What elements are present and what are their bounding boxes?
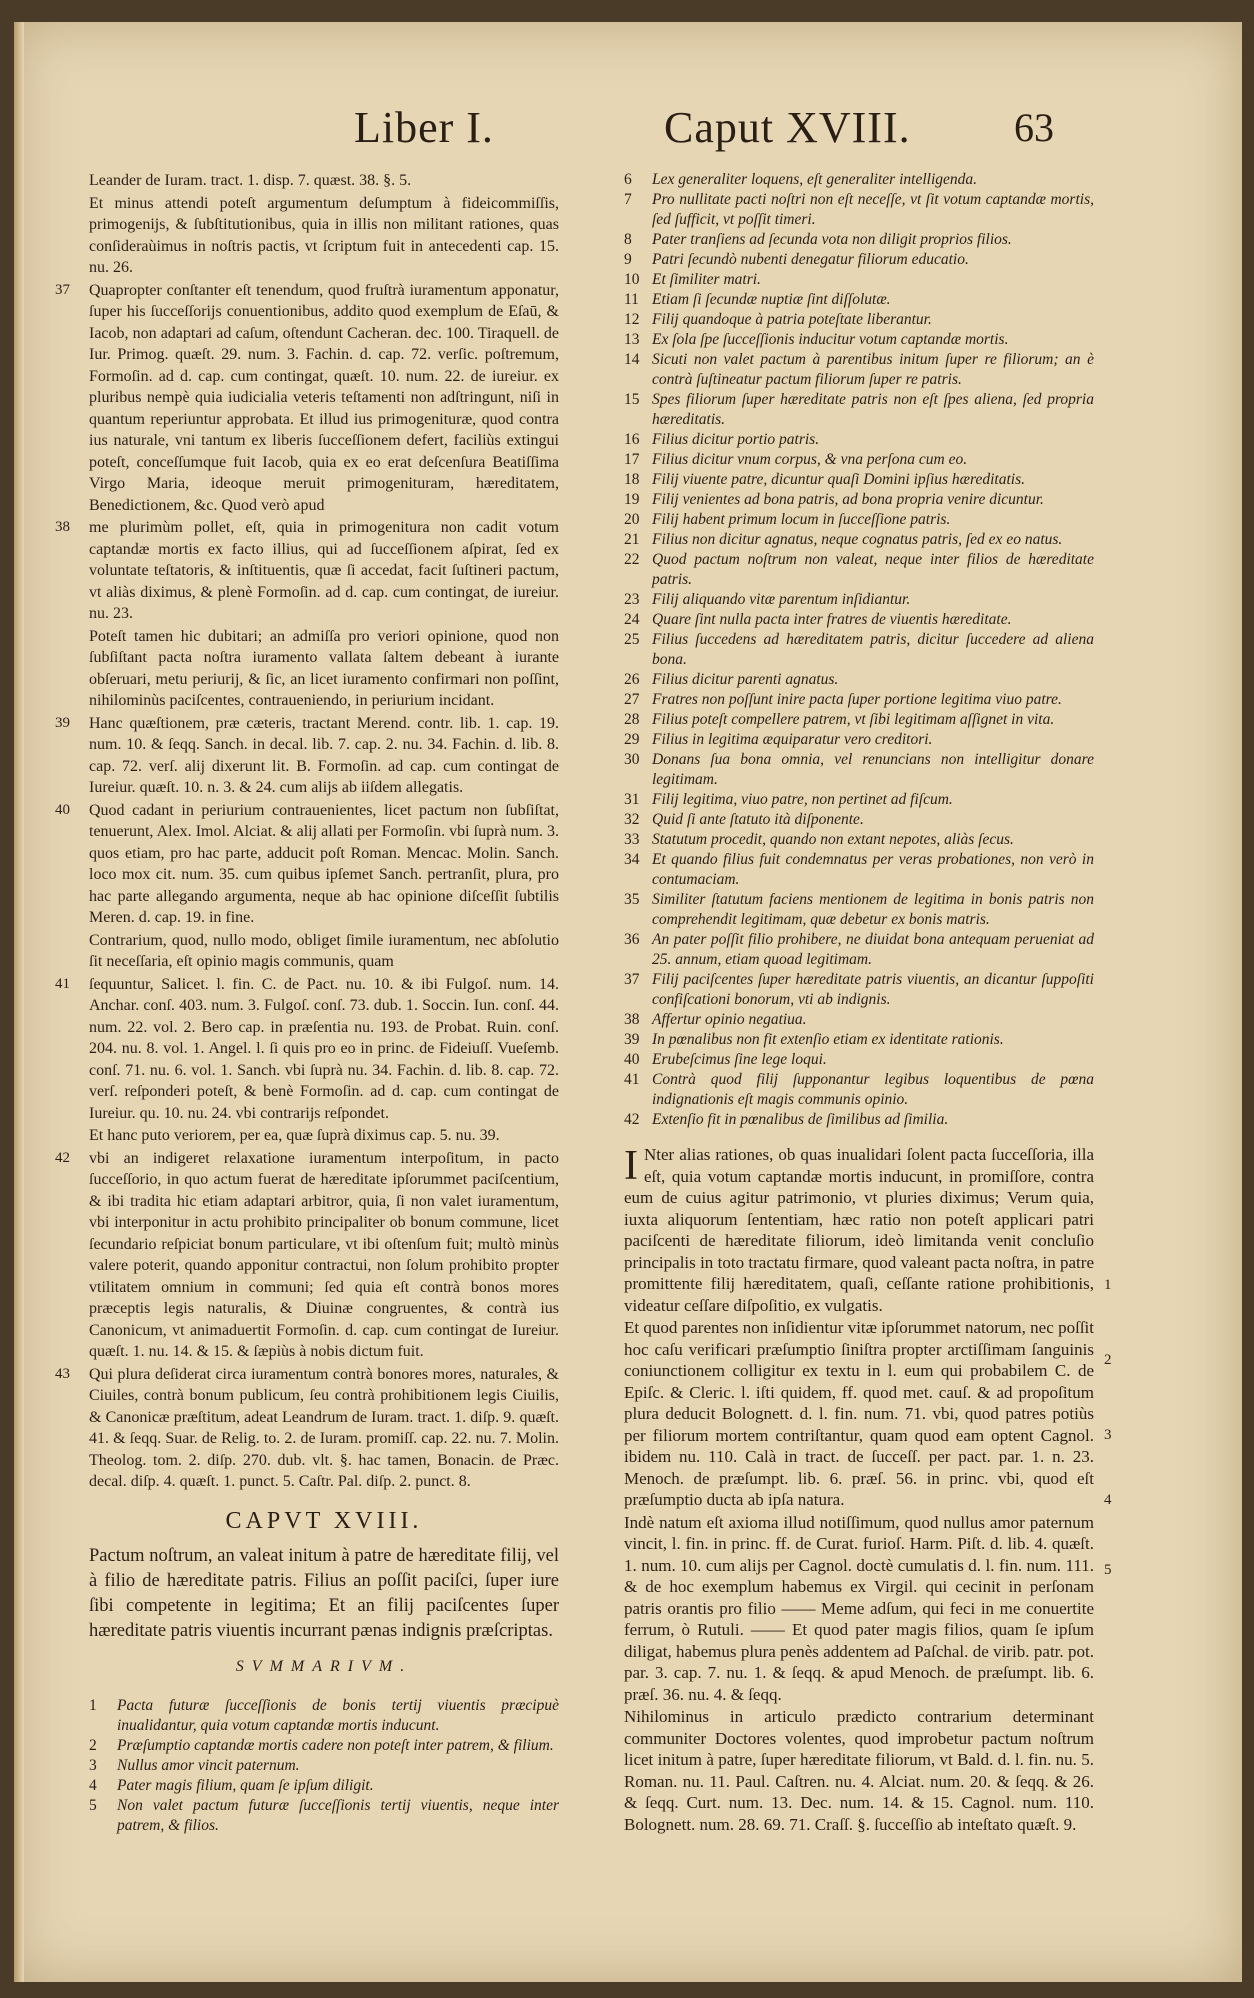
summary-item bbox=[624, 390, 1094, 430]
summary-number: 33 bbox=[624, 831, 640, 848]
book-page bbox=[14, 22, 1242, 1982]
summary-number: 39 bbox=[624, 1031, 640, 1048]
summary-text: Pro nullitate pacti noſtri non eſt neceſſe, vt ſit votum captandæ mortis, ſed ſufficit, vt poſſit timeri. bbox=[652, 191, 1094, 228]
body-paragraph bbox=[624, 1706, 1094, 1835]
summary-item bbox=[624, 710, 1094, 730]
summary-text: Pater magis filium, quam ſe ipſum diligit. bbox=[117, 1776, 374, 1794]
summary-text: Ex ſola ſpe ſucceſſionis inducitur votum captandæ mortis. bbox=[652, 331, 1009, 348]
header-chapter: Caput XVIII. bbox=[664, 103, 911, 152]
summary-number: 17 bbox=[624, 451, 640, 468]
summary-item bbox=[624, 1030, 1094, 1050]
paragraph-text: Et minus attendi poteſt argumentum deſumptum à fideicommiſſis, primogenijs, & ſubſtitutionibus, quia in illis non militant rationes, quas conſideraùimus in noſtris pactis, vt ſcriptum fuit in antecedenti cap. 15. nu. 26. bbox=[89, 194, 559, 276]
summary-item bbox=[624, 730, 1094, 750]
paragraph-text: vbi an indigeret relaxatione iuramentum interpoſitum, in pacto ſucceſſorio, in quo actum fuerat de hæreditate ipſorummet paciſcentium, & ibi tradita hic etiam adaptari arbitror, quia, ſi non valet iuramentum, vbi interponitur in actu prohibito principaliter ob bonum commune, licet ſecundario reſpiciat bonum particulare, vt ibi oſtenſum fuit; multò minùs valere poterit, quando apponitur contractui, non ſolum prohibito propter vtilitatem omnium in communi; ſed quia eſt contrà bonos mores præceptis legis naturalis, & Diuinæ congruentes, & contrà ius Canonicum, vt animaduertit Formoſin. d. cap. cum contingat de Iureiur. quæſt. 1. nu. 14. & 15. & ſæpiùs à nobis dictum fuit. bbox=[89, 1149, 559, 1360]
summary-text: Quod pactum noſtrum non valeat, neque inter filios de hæreditate patris. bbox=[652, 551, 1094, 588]
summary-text: Filij aliquando vitæ parentum inſidiantur. bbox=[652, 591, 911, 608]
margin-number: 40 bbox=[55, 801, 70, 818]
summary-item bbox=[624, 170, 1094, 190]
summary-number: 1 bbox=[89, 1696, 97, 1714]
summary-item bbox=[624, 630, 1094, 670]
body-paragraph bbox=[89, 170, 559, 192]
summary-number: 5 bbox=[89, 1796, 97, 1814]
summary-text: Donans ſua bona omnia, vel renuncians non intelligitur donare legitimam. bbox=[652, 751, 1094, 788]
summary-item bbox=[624, 810, 1094, 830]
body-paragraph bbox=[89, 930, 559, 973]
summary-text: Filius non dicitur agnatus, neque cognatus patris, ſed ex eo natus. bbox=[652, 531, 1063, 548]
summary-number: 6 bbox=[624, 171, 632, 188]
paragraph-text: Nihilominus in articulo prædicto contrarium determinant communiter Doctores volentes, quod improbetur pactum noſtrum licet initum à patre, ſuper hæreditate filiorum, vt Bald. d. l. fin. nu. 5. Roman. nu. 11. Paul. Caſtren. nu. 4. Alciat. num. 20. & ſeqq. & 26. & ſeqq. Curt. num. 13. Dec. num. 14. & 15. Cagnol. num. 110. Bolognett. num. 28. 69. 71. Craſſ. §. ſucceſſio ab inteſtato quæſt. 9. bbox=[624, 1707, 1094, 1834]
summary-number: 22 bbox=[624, 551, 640, 568]
body-paragraph bbox=[55, 1364, 559, 1493]
right-column bbox=[624, 170, 1094, 1836]
summary-number: 10 bbox=[624, 271, 640, 288]
summary-text: Filij viuente patre, dicuntur quaſi Domini ipſius hæreditatis. bbox=[652, 471, 1025, 488]
summary-number: 8 bbox=[624, 231, 632, 248]
summary-item bbox=[624, 250, 1094, 270]
chapter-title: CAPVT XVIII. bbox=[225, 1507, 423, 1534]
summary-number: 18 bbox=[624, 471, 640, 488]
summary-number: 31 bbox=[624, 791, 640, 808]
paragraph-text: me plurimùm pollet, eſt, quia in primogenitura non cadit votum captandæ mortis ex facto illius, qui ad ſucceſſionem aſpirat, ſed ex voluntate teſtatoris, & inſtituentis, quæ ſi accedat, facit ſuſtineri pactum, vt aliàs diximus, & plenè Formoſin. ad d. cap. cum contingat, de iureiur. nu. 23. bbox=[89, 519, 559, 622]
summary-text: Extenſio fit in pœnalibus de ſimilibus ad ſimilia. bbox=[652, 1111, 949, 1128]
summary-number: 2 bbox=[89, 1736, 97, 1754]
summary-item bbox=[624, 1070, 1094, 1110]
summary-text: Sicuti non valet pactum à parentibus initum ſuper re filiorum; an è contrà ſuſtineatur pactum filiorum ſuper re patris. bbox=[652, 351, 1094, 388]
margin-number: 1 bbox=[1104, 1277, 1112, 1293]
summary-item bbox=[624, 310, 1094, 330]
summary-item bbox=[624, 930, 1094, 970]
summary-item bbox=[624, 1010, 1094, 1030]
summary-number: 16 bbox=[624, 431, 640, 448]
margin-number: 4 bbox=[1104, 1492, 1112, 1508]
summary-item bbox=[624, 290, 1094, 310]
summary-number: 34 bbox=[624, 851, 640, 868]
summary-item bbox=[624, 550, 1094, 590]
summary-item bbox=[624, 670, 1094, 690]
paragraph-text: Et quod parentes non inſidientur vitæ ipſorummet natorum, nec poſſit hoc caſu verificari præſumptio ſiniſtra propter arctiſſimam ſanguinis coniunctionem colligitur ex textu in l. eum qui probabilem C. de Epiſc. & Cleric. l. iſti quidem, ff. quod met. cauſ. & ad propoſitum plura deducit Bolognett. d. l. fin. num. 71. vbi, quod patres potiùs per filiorum mortem contriſtantur, quam quod eam optent Cagnol. ibidem nu. 110. Calà in tract. de ſucceſſ. per pact. par. 1. n. 23. Menoch. de præſumpt. lib. 6. præſ. 56. in princ. vbi, quod eſt præſumptio ducta ab ipſa natura. bbox=[624, 1318, 1094, 1509]
summary-text: Filij legitima, viuo patre, non pertinet ad fiſcum. bbox=[652, 791, 953, 808]
summary-number: 12 bbox=[624, 311, 640, 328]
left-column bbox=[55, 170, 559, 1836]
body-paragraph bbox=[55, 1148, 559, 1363]
summary-item bbox=[624, 890, 1094, 930]
summary-item bbox=[624, 690, 1094, 710]
summary-number: 7 bbox=[624, 191, 632, 208]
summary-item bbox=[624, 470, 1094, 490]
summary-number: 24 bbox=[624, 611, 640, 628]
summary-text: Pacta futuræ ſucceſſionis de bonis tertij viuentis præcipuè inualidantur, quia votum captandæ mortis inducunt. bbox=[117, 1696, 559, 1734]
summary-item bbox=[624, 1050, 1094, 1070]
summary-item bbox=[624, 790, 1094, 810]
paragraph-text: Quod cadant in periurium contrauenientes, licet pactum non ſubſiſtat, tenuerunt, Alex. Imol. Alciat. & alij allati per Formoſin. vbi ſuprà num. 3. quos etiam, pro hac parte, adducit poſt Roman. Mencac. Molin. Sanch. loco mox cit. num. 35. cum quibus ipſemet Sanch. pertranſit, plura, pro hac parte allegando argumenta, neque ab hac opinione diſceſſit ſubtilis Meren. d. cap. 19. in fine. bbox=[89, 801, 559, 926]
initial-letter: I bbox=[624, 1143, 638, 1189]
summary-text: Filius poteſt compellere patrem, vt ſibi legitimam aſſignet in vita. bbox=[652, 711, 1055, 728]
summary-number: 37 bbox=[624, 971, 640, 988]
summary-item bbox=[624, 430, 1094, 450]
body-paragraph bbox=[55, 974, 559, 1125]
paragraph-text: Hanc quæſtionem, præ cæteris, tractant Merend. contr. lib. 1. cap. 19. num. 10. & ſeqq. Sanch. in decal. lib. 7. cap. 2. nu. 34. Fachin. d. lib. 8. cap. 72. verſ. alij dixerunt lit. B. Formoſin. ad cap. cum contingat de Iureiur. quæſt. 10. n. 3. & 24. cum alijs ab iiſdem allegatis. bbox=[89, 714, 559, 796]
summary-text: Affertur opinio negatiua. bbox=[652, 1011, 807, 1028]
summary-number: 40 bbox=[624, 1051, 640, 1068]
section-spacer bbox=[624, 1130, 1094, 1144]
summary-item bbox=[624, 750, 1094, 790]
summary-item bbox=[89, 1776, 559, 1796]
header-book: Liber I. bbox=[354, 103, 494, 152]
paragraph-text: ſequuntur, Salicet. l. fin. C. de Pact. nu. 10. & ibi Fulgoſ. num. 14. Anchar. conſ. 403. num. 3. Fulgoſ. conſ. 73. dub. 1. Soccin. Iun. conſ. 44. num. 22. vol. 2. Bero cap. in præſentia nu. 193. de Probat. Ruin. conſ. 204. nu. 8. vol. 1. Angel. l. ſi quis pro eo in princ. de Fideiuſſ. Vueſemb. conſ. 71. nu. 6. vol. 1. Sanch. vbi ſuprà nu. 34. Fachin. d. lib. 8. cap. 72. verſ. reſponderi poteſt, & benè Formoſin. ad d. cap. cum contingat de Iureiur. qu. 10. nu. 24. vbi contrarijs reſpondet. bbox=[89, 975, 559, 1122]
summary-number: 32 bbox=[624, 811, 640, 828]
summary-item bbox=[624, 350, 1094, 390]
margin-number: 41 bbox=[55, 975, 70, 992]
summary-text: Fratres non poſſunt inire pacta ſuper portione legitima viuo patre. bbox=[652, 691, 1062, 708]
summary-text: Filij quandoque à patria poteſtate liberantur. bbox=[652, 311, 932, 328]
body-paragraph bbox=[89, 626, 559, 712]
summary-item bbox=[624, 1110, 1094, 1130]
margin-number: 38 bbox=[55, 519, 70, 535]
summary-number: 28 bbox=[624, 711, 640, 728]
summary-number: 3 bbox=[89, 1756, 97, 1774]
summary-text: In pœnalibus non fit extenſio etiam ex identitate rationis. bbox=[652, 1031, 1004, 1048]
summary-text: Filius dicitur vnum corpus, & vna perſona cum eo. bbox=[652, 451, 968, 468]
page-number: 63 bbox=[1014, 105, 1054, 150]
body-paragraph bbox=[55, 800, 559, 929]
summary-text: Et ſimiliter matri. bbox=[652, 271, 761, 288]
summary-item bbox=[624, 330, 1094, 350]
summary-text: Spes filiorum ſuper hæreditate patris non eſt ſpes aliena, ſed propria hæreditatis. bbox=[652, 391, 1094, 428]
summary-item bbox=[89, 1696, 559, 1736]
paragraph-text: Contrarium, quod, nullo modo, obliget ſimile iuramentum, nec abſolutio ſit neceſſaria, eſt opinio magis communis, quam bbox=[89, 931, 559, 970]
margin-number: 39 bbox=[55, 714, 70, 731]
summary-text: Filius ſuccedens ad hæreditatem patris, dicitur ſuccedere ad aliena bona. bbox=[652, 631, 1094, 668]
summary-text: Statutum procedit, quando non extant nepotes, aliàs ſecus. bbox=[652, 831, 1014, 848]
paragraph-text: Indè natum eſt axioma illud notiſſimum, quod nullus amor paternum vincit, l. fin. in princ. ff. de Curat. furioſ. Harm. Piſt. d. lib. 4. quæſt. 1. num. 10. cum alijs per Cagnol. doctè cumulatis d. l. fin. num. 111. & de hoc exemplum habemus ex Virgil. qui cecinit in perſonam patris orantis pro filio —— Meme adſum, qui feci in me conuertite ferrum, ò Rutuli. —— Et quod pater magis filios, quam ſe ipſum diligat, habemus plura penès addentem ad Paſchal. de virib. patr. pot. par. 3. cap. 7. nu. 1. & ſeqq. & apud Menoch. de præſumpt. lib. 6. præſ. 36. nu. 4. & ſeqq. bbox=[624, 1512, 1094, 1704]
page-gutter bbox=[14, 22, 24, 1982]
summary-item bbox=[89, 1736, 559, 1756]
summary-number: 11 bbox=[624, 291, 639, 308]
body-paragraph bbox=[624, 1512, 1094, 1706]
summary-text: An pater poſſit filio prohibere, ne diuidat bona antequam perueniat ad 25. annum, etiam quoad legitimam. bbox=[652, 931, 1094, 968]
summary-text: Et quando filius fuit condemnatus per veras probationes, non verò in contumaciam. bbox=[652, 851, 1094, 888]
summary-text: Quid ſi ante ſtatuto ità diſponente. bbox=[652, 811, 864, 828]
summary-number: 13 bbox=[624, 331, 640, 348]
summary-item bbox=[624, 610, 1094, 630]
summary-text: Erubeſcimus ſine lege loqui. bbox=[652, 1051, 827, 1068]
summary-number: 38 bbox=[624, 1011, 640, 1028]
summary-text: Patri ſecundò nubenti denegatur filiorum educatio. bbox=[652, 251, 969, 268]
summary-number: 14 bbox=[624, 351, 640, 368]
summary-number: 42 bbox=[624, 1111, 640, 1128]
summary-item bbox=[624, 850, 1094, 890]
chapter-intro: Pactum noſtrum, an valeat initum à patre de hæreditate filij, vel à filio de hæreditate patris. Filius an poſſit paciſci, ſuper iure ſibi competente in legitima; Et an filij paciſcentes ſuper hæreditate patris viuentis incurrant pænas indignis præſcriptas. bbox=[89, 1546, 559, 1641]
summary-number: 30 bbox=[624, 751, 640, 768]
summary-item bbox=[624, 830, 1094, 850]
summary-text: Præſumptio captandæ mortis cadere non poteſt inter patrem, & filium. bbox=[117, 1736, 554, 1754]
margin-number: 5 bbox=[1104, 1562, 1112, 1578]
summary-text: Filius in legitima æquiparatur vero creditori. bbox=[652, 731, 933, 748]
summary-number: 35 bbox=[624, 891, 640, 908]
body-paragraph bbox=[89, 193, 559, 279]
summary-text: Non valet pactum futuræ ſucceſſionis tertij viuentis, neque inter patrem, & filios. bbox=[117, 1796, 559, 1834]
summary-item bbox=[624, 590, 1094, 610]
body-paragraph bbox=[55, 713, 559, 799]
summary-number: 36 bbox=[624, 931, 640, 948]
paragraph-text: Et hanc puto veriorem, per ea, quæ ſuprà diximus cap. 5. nu. 39. bbox=[89, 1127, 500, 1144]
summary-text: Pater tranſiens ad ſecunda vota non diligit proprios filios. bbox=[652, 231, 1012, 248]
summary-number: 20 bbox=[624, 511, 640, 528]
summary-text: Filius dicitur portio patris. bbox=[652, 431, 820, 448]
summary-item bbox=[624, 230, 1094, 250]
summarium-heading: SVMMARIVM. bbox=[235, 1658, 413, 1675]
body-paragraph bbox=[89, 1125, 559, 1147]
body-paragraph bbox=[55, 280, 559, 517]
body-paragraph bbox=[624, 1144, 1094, 1316]
summary-text: Filij venientes ad bona patris, ad bona propria venire dicuntur. bbox=[652, 491, 1044, 508]
summary-number: 19 bbox=[624, 491, 640, 508]
margin-number: 2 bbox=[1104, 1352, 1112, 1368]
summary-number: 25 bbox=[624, 631, 640, 648]
margin-number: 43 bbox=[55, 1365, 70, 1382]
summary-text: Contrà quod filij ſupponantur legibus loquentibus de pœna indignationis eſt magis communis opinio. bbox=[652, 1071, 1094, 1108]
summary-item bbox=[624, 190, 1094, 230]
margin-number: 3 bbox=[1104, 1427, 1112, 1443]
summary-number: 23 bbox=[624, 591, 640, 608]
summary-number: 41 bbox=[624, 1071, 640, 1088]
summary-item bbox=[624, 490, 1094, 510]
paragraph-text: Qui plura deſiderat circa iuramentum contrà bonores mores, naturales, & Ciuiles, contrà bonum publicum, ſeu contrà prohibitionem legis Ciuilis, & Canonicæ præſtitum, adeat Leandrum de Iuram. tract. 1. diſp. 9. quæſt. 41. & ſeqq. Suar. de Relig. to. 2. de Iuram. promiſſ. cap. 22. nu. 7. Molin. Theolog. tom. 2. diſp. 270. dub. vlt. §. hac tamen, Bonacin. de Præc. decal. diſp. 4. quæſt. 1. punct. 5. Caſtr. Pal. diſp. 2. punct. 8. bbox=[89, 1365, 559, 1490]
body-paragraph bbox=[55, 517, 559, 625]
paragraph-text: Poteſt tamen hic dubitari; an admiſſa pro veriori opinione, quod non ſubſiſtant pacta noſtra iuramento vallata ſaltem debeant à iurante obſeruari, metu periurij, & ſic, an licet iuramento confirmari non poſſint, nihilominùs paciſcentes, contraueniendo, in periurium incidant. bbox=[89, 627, 559, 709]
running-header bbox=[14, 102, 1242, 172]
summary-number: 9 bbox=[624, 251, 632, 268]
paragraph-text: Nter alias rationes, ob quas inualidari ſolent pacta ſucceſſoria, illa eſt, quia votum captandæ mortis inducunt, in promiſſore, contra eum de cuius agitur patrimonio, vt pluries diximus; Verum quia, iuxta aliquorum ſententiam, hæc ratio non poteſt applicari patri paciſcenti de hæreditate filiorum, ideò limitanda venit concluſio principalis in toto tractatu firmare, quod valeant pacta noſtra, in patre promittente filij hæreditatem, quaſi, ceſſante ratione prohibitionis, videatur ceſſare diſpoſitio, ex vulgatis. bbox=[624, 1145, 1094, 1315]
summary-item bbox=[624, 970, 1094, 1010]
summary-text: Similiter ſtatutum faciens mentionem de legitima in bonis patris non comprehendit legitimam, quæ debetur ex bonis matris. bbox=[652, 891, 1094, 928]
margin-number: 37 bbox=[55, 281, 70, 298]
summary-item bbox=[624, 450, 1094, 470]
summary-item bbox=[624, 510, 1094, 530]
summary-item bbox=[624, 530, 1094, 550]
summary-text: Lex generaliter loquens, eſt generaliter intelligenda. bbox=[652, 171, 978, 188]
summary-text: Filius dicitur parenti agnatus. bbox=[652, 671, 839, 688]
summary-number: 29 bbox=[624, 731, 640, 748]
summary-item bbox=[89, 1796, 559, 1836]
paragraph-text: Leander de Iuram. tract. 1. disp. 7. quæst. 38. §. 5. bbox=[89, 172, 412, 189]
summary-item bbox=[89, 1756, 559, 1776]
summary-number: 4 bbox=[89, 1776, 97, 1794]
margin-number: 42 bbox=[55, 1149, 70, 1166]
summary-number: 21 bbox=[624, 531, 640, 548]
summary-text: Filij paciſcentes ſuper hæreditate patris viuentis, an dicantur ſuppoſiti confiſcationi bonorum, vti ab indignis. bbox=[652, 971, 1094, 1008]
summary-text: Nullus amor vincit paternum. bbox=[117, 1756, 300, 1774]
summary-item bbox=[624, 270, 1094, 290]
summary-text: Etiam ſi ſecundæ nuptiæ ſint diſſolutæ. bbox=[652, 291, 891, 308]
summary-number: 15 bbox=[624, 391, 640, 408]
body-paragraph bbox=[624, 1317, 1094, 1511]
summary-text: Filij habent primum locum in ſucceſſione patris. bbox=[652, 511, 951, 528]
summary-number: 27 bbox=[624, 691, 640, 708]
summary-number: 26 bbox=[624, 671, 640, 688]
summary-text: Quare ſint nulla pacta inter fratres de viuentis hæreditate. bbox=[652, 611, 1012, 628]
paragraph-text: Quapropter conſtanter eſt tenendum, quod fruſtrà iuramentum apponatur, ſuper his ſucceſſorijs conuentionibus, addito quod exemplum de Eſaū, & Iacob, non adaptari ad caſum, oſtendunt Cacheran. dec. 100. Tiraquell. de Iur. Primog. quæſt. 29. num. 3. Fachin. d. cap. 72. verſic. poſtremum, Formoſin. ad d. cap. cum contingat, quæſt. 10. num. 22. de iureiur. ex pluribus nempè quia iudicialia veteris teſtamenti non adſtringunt, niſi in quantum reperiuntur approbata. Et illud ius primogenituræ, quod contra ius naturale, vni tantum ex liberis ſucceſſionem defert, faciliùs extingui poteſt, conceſſumque fuit Iacob, quia ex eo erat deſcenſura Beatiſſima Virgo Maria, ideoque meruit primogenituram, hæreditatem, Benedictionem, &c. Quod verò apud bbox=[89, 281, 559, 514]
